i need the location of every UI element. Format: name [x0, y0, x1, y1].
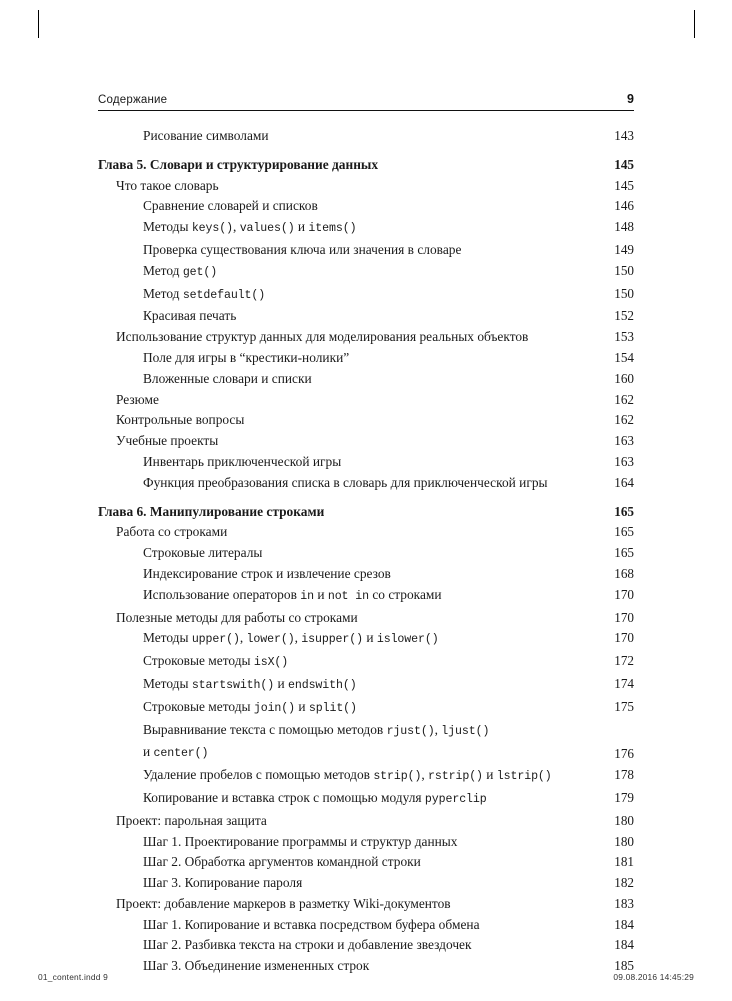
toc-entry-label: Методы upper(), lower(), isupper() и islower() — [143, 630, 439, 647]
toc-chapter-entry[interactable] — [98, 155, 634, 176]
toc-entry[interactable] — [98, 564, 634, 585]
toc-entry-label: Проект: парольная защита — [116, 812, 267, 828]
running-head-title: Содержание — [98, 94, 168, 106]
toc-entry[interactable] — [98, 873, 634, 894]
toc-entry-page: 163 — [614, 433, 634, 449]
toc-entry[interactable] — [98, 473, 634, 494]
toc-entry-page: 146 — [614, 198, 634, 214]
toc-entry-page: 162 — [614, 391, 634, 407]
toc-entry-page: 184 — [614, 916, 634, 932]
toc-chapter-entry[interactable] — [98, 502, 634, 523]
toc-entry-label: Строковые методы isX() — [143, 653, 289, 670]
toc-entry-label: Поле для игры в “крестики-нолики” — [143, 349, 350, 365]
toc-entry-label: Резюме — [116, 391, 159, 407]
crop-mark-top-right — [694, 10, 695, 38]
toc-entry-page: 180 — [614, 833, 634, 849]
footer-timestamp: 09.08.2016 14:45:29 — [613, 972, 694, 982]
toc-entry-label: Учебные проекты — [116, 433, 219, 449]
page-number: 9 — [627, 92, 634, 106]
toc-entry-page: 145 — [614, 156, 634, 172]
toc-entry-page: 172 — [614, 653, 634, 669]
toc-entry[interactable] — [98, 176, 634, 197]
toc-entry[interactable] — [98, 217, 634, 240]
toc-entry-page: 153 — [614, 329, 634, 345]
toc-entry-page: 154 — [614, 349, 634, 365]
toc-entry-page: 160 — [614, 370, 634, 386]
toc-entry-label: Шаг 2. Обработка аргументов командной строки — [143, 854, 421, 870]
toc-entry-page: 143 — [614, 128, 634, 143]
toc-entry-label: Удаление пробелов с помощью методов strip(), rstrip() и lstrip() — [143, 767, 552, 784]
toc-entry-page: 165 — [614, 545, 634, 561]
toc-entry-page: 165 — [614, 524, 634, 540]
toc-chapter-spacer — [98, 147, 634, 155]
toc-entry-label: Метод get() — [143, 262, 218, 279]
toc-entry-page: 163 — [614, 453, 634, 469]
crop-mark-top-left — [38, 10, 39, 38]
toc-entry-page: 185 — [614, 958, 634, 974]
toc-entry-page: 179 — [614, 789, 634, 805]
toc-entry[interactable] — [98, 543, 634, 564]
toc-entry-page: 150 — [614, 285, 634, 301]
toc-chapter-spacer — [98, 494, 634, 502]
toc-entry-label: Строковые методы join() и split() — [143, 698, 357, 715]
toc-entry-label: Инвентарь приключенческой игры — [143, 453, 342, 469]
toc-entry-label: Метод setdefault() — [143, 285, 266, 302]
toc-entry-label: Использование операторов in и not in со строками — [143, 586, 442, 603]
toc-entry-page: 165 — [614, 503, 634, 519]
toc-entry-page: 164 — [614, 474, 634, 490]
footer-file-label: 01_content.indd 9 — [38, 972, 108, 982]
toc-entry[interactable] — [98, 651, 634, 674]
table-of-contents — [98, 126, 634, 977]
toc-entry-label: Полезные методы для работы со строками — [116, 609, 358, 625]
toc-entry[interactable] — [98, 935, 634, 956]
toc-entry[interactable] — [98, 697, 634, 720]
toc-entry-label: Шаг 3. Объединение измененных строк — [143, 958, 370, 974]
toc-entry[interactable] — [98, 369, 634, 390]
toc-entry-page: 181 — [614, 854, 634, 870]
toc-entry[interactable] — [98, 410, 634, 431]
toc-entry-label: Контрольные вопросы — [116, 412, 245, 428]
toc-entry-label: Красивая печать — [143, 308, 237, 324]
toc-entry-label: Шаг 2. Разбивка текста на строки и добавление звездочек — [143, 937, 472, 953]
toc-entry[interactable] — [98, 674, 634, 697]
toc-entry-page: 182 — [614, 875, 634, 891]
toc-entry-label: Что такое словарь — [116, 177, 219, 193]
toc-entry-label: Работа со строками — [116, 524, 228, 540]
toc-entry-page: 150 — [614, 262, 634, 278]
toc-entry-page: 170 — [614, 609, 634, 625]
toc-entry-page: 149 — [614, 241, 634, 257]
toc-entry[interactable] — [98, 832, 634, 853]
toc-entry[interactable] — [98, 261, 634, 284]
toc-entry-page: 170 — [614, 630, 634, 646]
toc-entry-page: 184 — [614, 937, 634, 953]
toc-entry[interactable] — [98, 431, 634, 452]
toc-entry-page: 162 — [614, 412, 634, 428]
toc-entry-label: Выравнивание текста с помощью методов rjust(), ljust() и center() — [143, 721, 490, 761]
toc-entry-label: Методы keys(), values() и items() — [143, 219, 357, 236]
toc-entry-label: Строковые литералы — [143, 545, 263, 561]
toc-entry-page: 170 — [614, 586, 634, 602]
toc-entry-page: 174 — [614, 675, 634, 691]
running-head — [98, 92, 634, 111]
toc-entry[interactable] — [98, 284, 634, 307]
toc-entry-page: 178 — [614, 767, 634, 783]
toc-entry-label: Сравнение словарей и списков — [143, 198, 318, 214]
toc-entry-label: Рисование символами — [143, 128, 269, 143]
toc-entry-page: 148 — [614, 219, 634, 235]
toc-entry[interactable] — [98, 608, 634, 629]
toc-entry-label: Индексирование строк и извлечение срезов — [143, 565, 391, 581]
toc-entry-page: 175 — [614, 698, 634, 714]
toc-entry[interactable] — [98, 240, 634, 261]
toc-entry-label: Использование структур данных для моделирования реальных объектов — [116, 329, 529, 345]
toc-entry-page: 168 — [614, 565, 634, 581]
toc-entry-label: Глава 5. Словари и структурирование данных — [98, 156, 379, 172]
toc-entry[interactable] — [98, 585, 634, 608]
toc-entry[interactable] — [98, 390, 634, 411]
toc-entry[interactable] — [98, 894, 634, 915]
toc-entry[interactable] — [98, 628, 634, 651]
toc-entry[interactable] — [98, 348, 634, 369]
toc-entry[interactable] — [98, 765, 634, 788]
toc-entry[interactable] — [98, 196, 634, 217]
toc-entry-label: Копирование и вставка строк с помощью модуля pyperclip — [143, 789, 487, 806]
toc-entry[interactable] — [98, 306, 634, 327]
toc-entry[interactable] — [98, 327, 634, 348]
toc-entry-label: Шаг 1. Копирование и вставка посредством буфера обмена — [143, 916, 480, 932]
toc-entry-label: Шаг 1. Проектирование программы и структур данных — [143, 833, 458, 849]
page-footer — [38, 972, 694, 982]
toc-entry[interactable] — [98, 720, 634, 766]
toc-entry-page: 145 — [614, 177, 634, 193]
toc-entry[interactable] — [98, 811, 634, 832]
toc-entry-label: Глава 6. Манипулирование строками — [98, 503, 325, 519]
toc-entry-label: Проверка существования ключа или значения в словаре — [143, 241, 462, 257]
toc-entry-page: 180 — [614, 812, 634, 828]
toc-entry[interactable] — [98, 452, 634, 473]
toc-entry-page: 183 — [614, 895, 634, 911]
toc-entry[interactable] — [98, 126, 634, 147]
toc-entry[interactable] — [98, 788, 634, 811]
toc-entry-label: Вложенные словари и списки — [143, 370, 312, 386]
toc-entry[interactable] — [98, 852, 634, 873]
toc-entry-label: Шаг 3. Копирование пароля — [143, 875, 303, 891]
toc-entry-label: Методы startswith() и endswith() — [143, 675, 357, 692]
toc-entry-page: 176 — [614, 746, 634, 762]
toc-entry-label: Проект: добавление маркеров в разметку Wiki-документов — [116, 895, 451, 911]
toc-entry[interactable] — [98, 522, 634, 543]
toc-entry-page: 152 — [614, 308, 634, 324]
toc-entry[interactable] — [98, 915, 634, 936]
toc-entry-label: Функция преобразования списка в словарь для приключенческой игры — [143, 474, 548, 490]
